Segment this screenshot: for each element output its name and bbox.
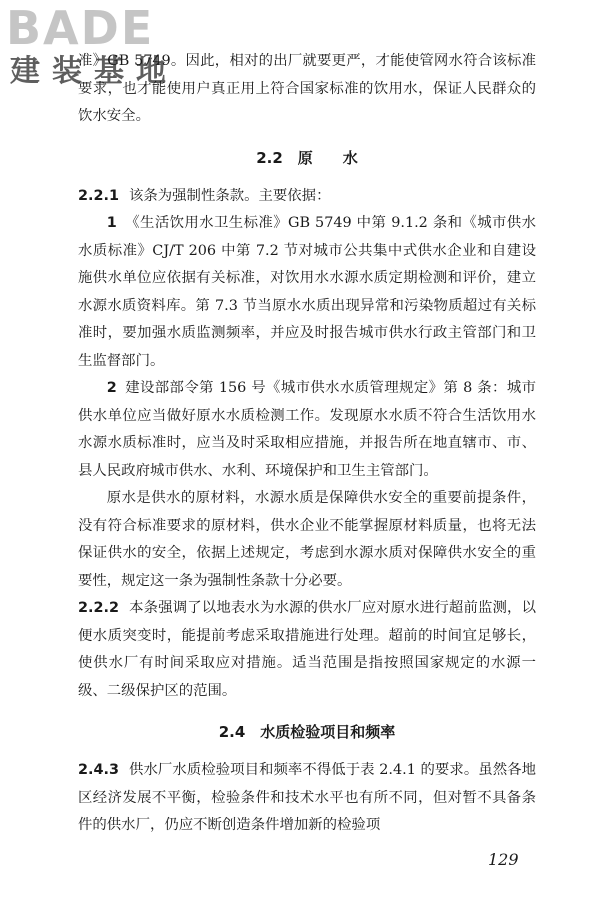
clause-2-4-3 [78,757,536,840]
section-heading-2-4: 2.4 水质检验项目和频率 [218,723,396,741]
intro-paragraph: 准》GB 5749。因此，相对的出厂就要更严，才能使管网水符合该标准要求，也才能使用户真正用上符合国家标准的饮用水，保证人民群众的饮水安全。 [78,53,536,124]
item-number: 1 [106,215,117,231]
watermark-cjk-text: 建装基地 [10,54,178,89]
clause-text: 本条强调了以地表水为水源的供水厂应对原水进行超前监测，以便水质突变时，能提前考虑采取措施进行处理。超前的时间宜足够长，使供水厂有时间采取应对措施。适当范围是指按照国家规定的水源一级、二级保护区的范围。 [78,600,536,699]
watermark-latin-text: BADE [6,1,155,55]
item-text: 建设部部令第 156 号《城市供水水质管理规定》第 8 条：城市供水单位应当做好原水水质检测工作。发现原水水质不符合生活饮用水水源水质标准时，应当及时采取相应措施，并报告所在地直辖市、市、县人民政府城市供水、水利、环境保护和卫生主管部门。 [78,380,536,479]
page-content [78,48,536,840]
clause-2-2-1-item-1 [78,210,536,375]
clause-2-2-1-paragraph: 原水是供水的原材料，水源水质是保障供水安全的重要前提条件，没有符合标准要求的原材料，供水企业不能掌握原材料质量，也将无法保证供水的安全，依据上述规定，考虑到水源水质对保障供水安全的重要性，规定这一条为强制性条款十分必要。 [78,490,536,589]
clause-text: 该条为强制性条款。主要依据： [128,187,331,204]
clause-2-2-2 [78,595,536,705]
section-heading-2-2: 2.2 原 水 [256,148,358,167]
clause-text: 供水厂水质检验项目和频率不得低于表 2.4.1 的要求。虽然各地区经济发展不平衡，检验条件和技术水平也有所不同，但对暂不具备条件的供水厂，仍应不断创造条件增加新的检验项 [78,762,536,833]
clause-2-2-1 [78,183,536,211]
clause-number: 2.2.2 [78,600,119,616]
clause-number: 2.4.3 [78,762,119,778]
clause-number: 2.2.1 [78,187,119,204]
clause-2-2-1-item-2 [78,375,536,485]
item-number: 2 [106,380,117,396]
item-text: 《生活饮用水卫生标准》GB 5749 中第 9.1.2 条和《城市供水水质标准》CJ/T 206 中第 7.2 节对城市公共集中式供水企业和自建设施供水单位应依据有关标准，对饮用水水源水质定期检测和评价，建立水源水质资料库。第 7.3 节当原水水质出现异常和污染物质超过有关标准时，要加强水质监测频率，并应及时报告城市供水行政主管部门和卫生监督部门。 [78,215,536,369]
page-number: 129 [488,850,519,869]
